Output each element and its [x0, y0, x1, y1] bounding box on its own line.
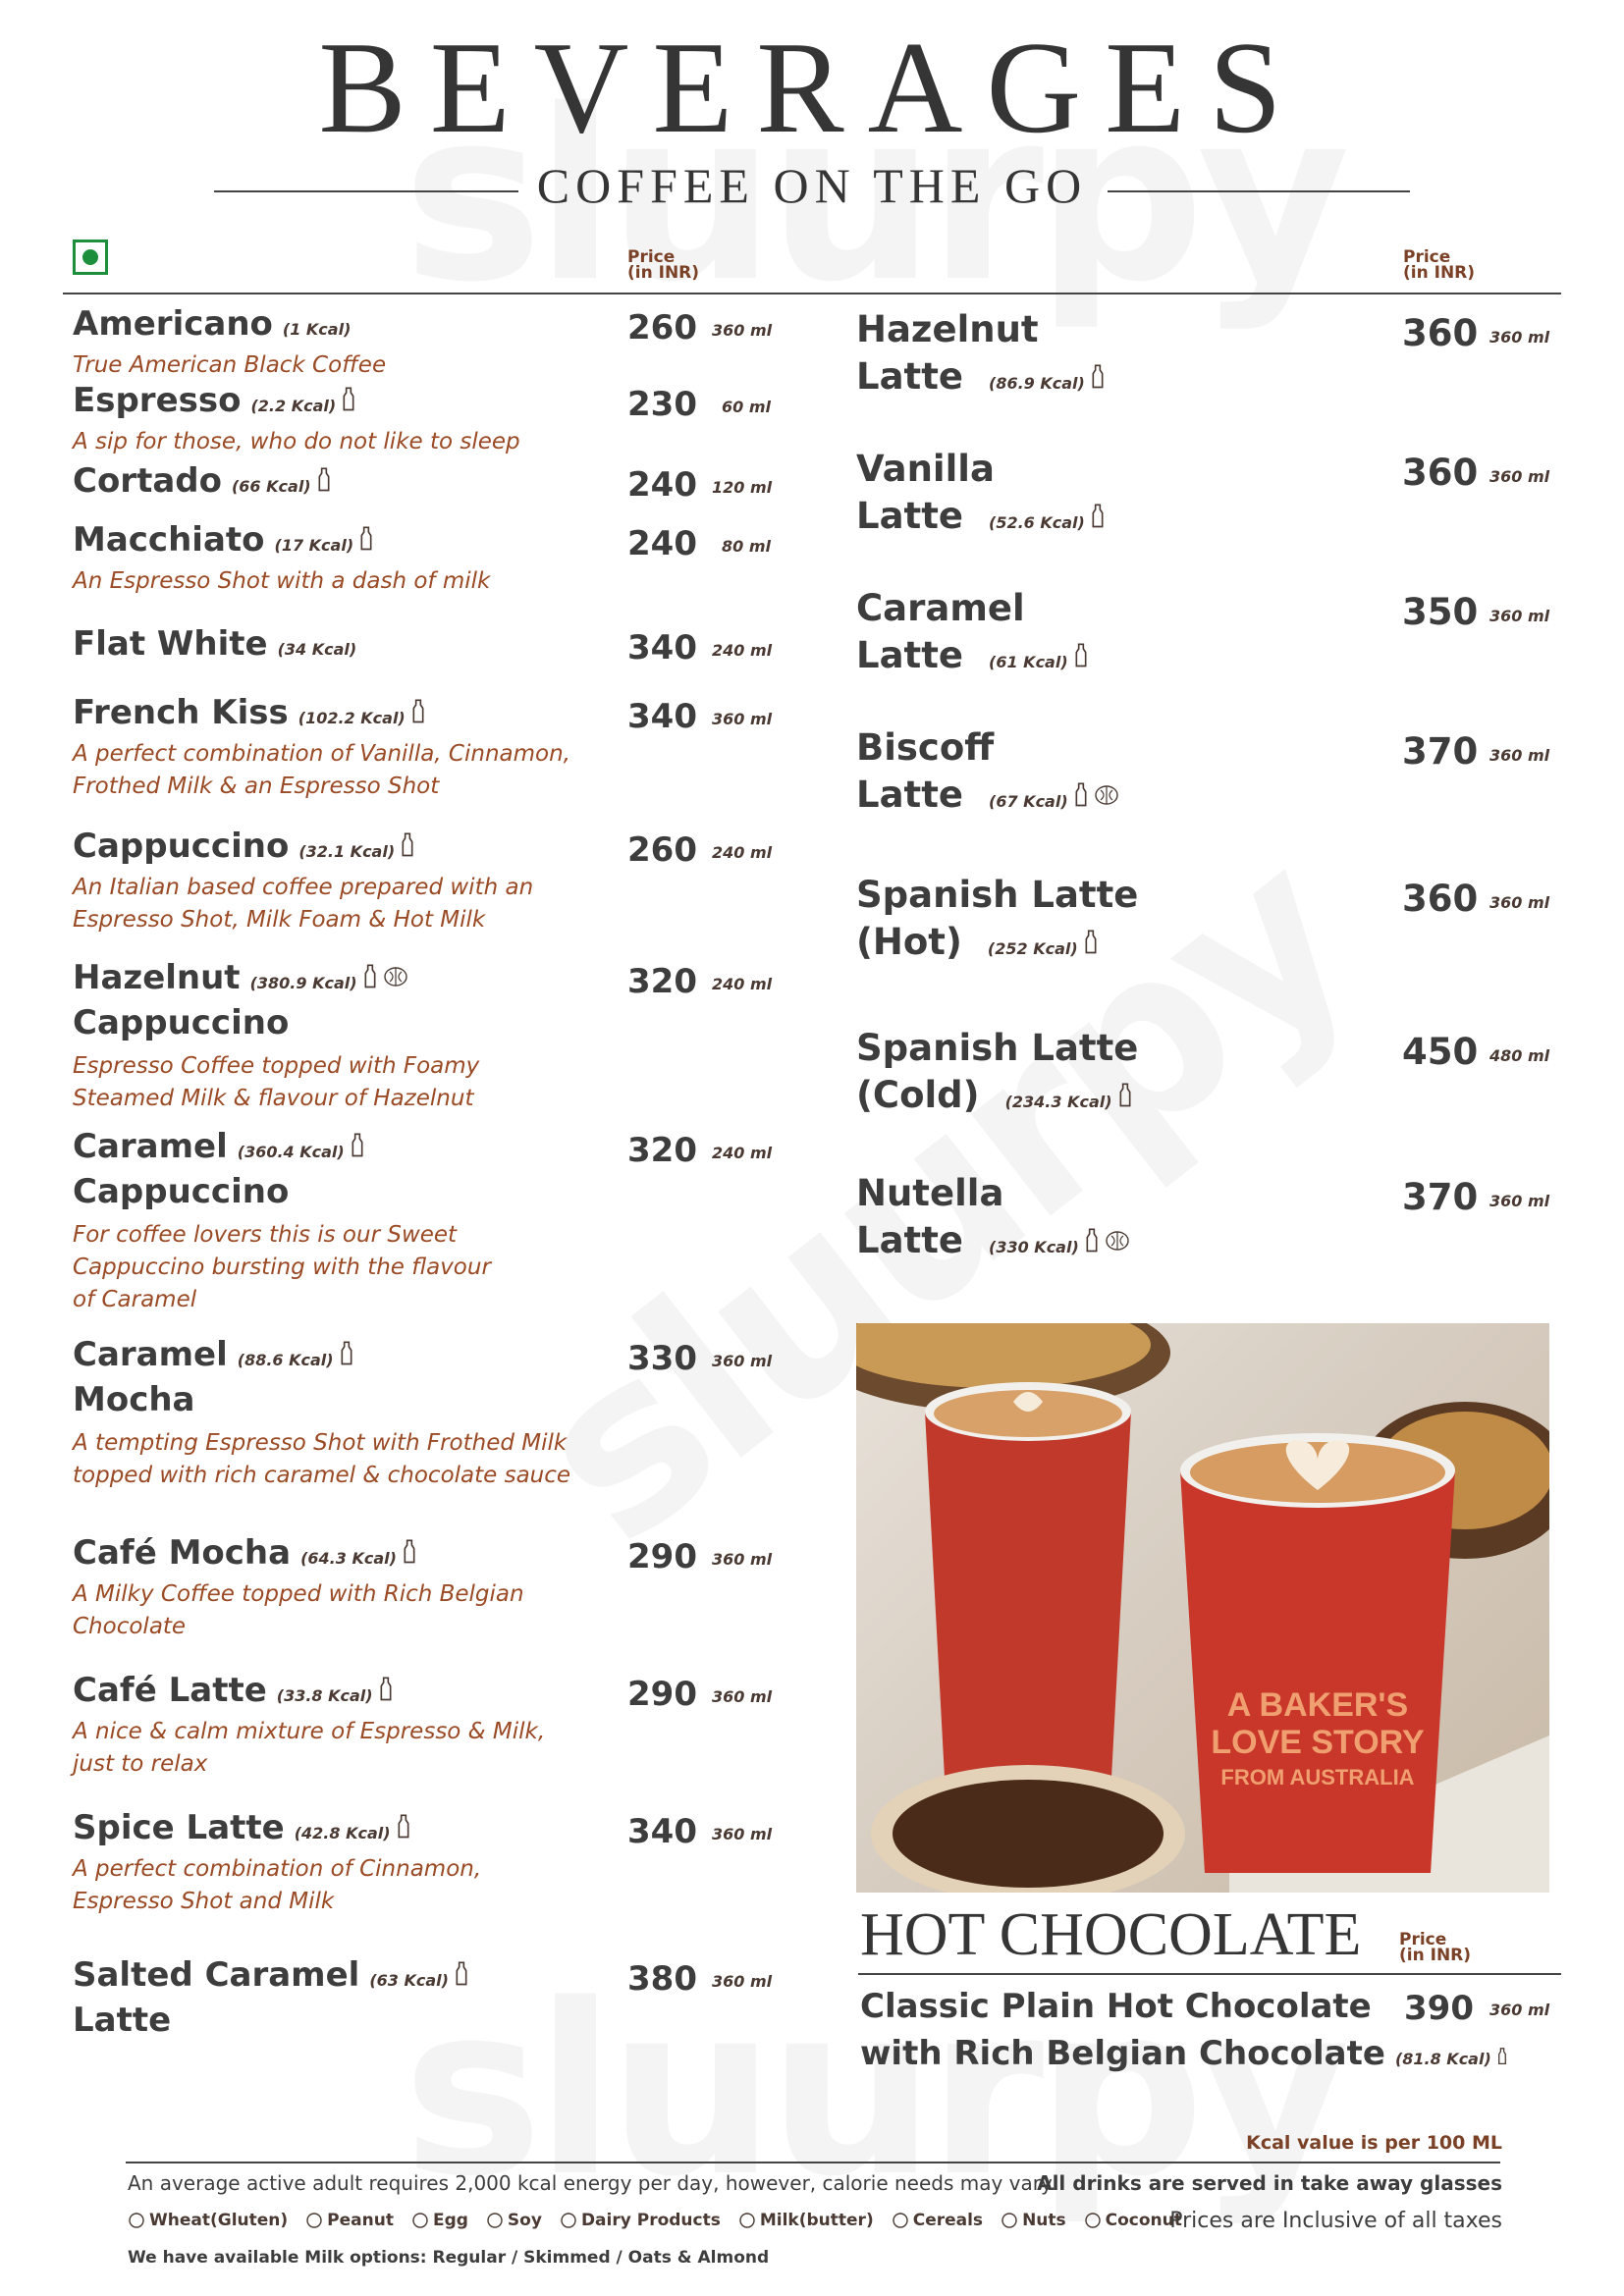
menu-item-name [73, 1335, 353, 1376]
milk-bottle-icon [1091, 356, 1105, 400]
item-title: Cortado [73, 461, 222, 501]
price: 320 [627, 1131, 697, 1170]
menu-item-description: of Caramel [73, 1287, 197, 1312]
menu-item-description: Cappuccino bursting with the flavour [73, 1255, 491, 1280]
price: 340 [627, 1812, 697, 1851]
price: 260 [627, 308, 697, 347]
menu-item-name-2: Cappuccino [73, 1003, 290, 1042]
menu-item-name [73, 827, 414, 868]
volume: 120 ml [712, 478, 773, 497]
milk-bottle-icon [340, 1336, 353, 1376]
menu-item-name [73, 520, 373, 561]
kcal-label: (34 Kcal) [277, 640, 357, 659]
legend-label: Wheat(Gluten) [149, 2211, 289, 2230]
price-header-right: Price (in INR) [1403, 247, 1476, 283]
price: 340 [627, 697, 697, 736]
volume: 360 ml [712, 1550, 773, 1569]
price: 330 [627, 1339, 697, 1378]
volume: 360 ml [1489, 893, 1550, 912]
menu-item-description: just to relax [73, 1751, 208, 1777]
milk-bottle-icon [1074, 774, 1088, 818]
volume: 240 ml [712, 975, 773, 993]
kcal-label: (81.8 Kcal) [1394, 2050, 1491, 2068]
veg-icon [73, 240, 108, 275]
price: 320 [627, 962, 697, 1001]
kcal-label: (330 Kcal) [989, 1238, 1079, 1256]
allergen-legend [128, 2211, 1200, 2230]
legend-item [892, 2211, 983, 2230]
item-title: Espresso [73, 381, 242, 420]
hot-chocolate-title: HOT CHOCOLATE [860, 1901, 1362, 1968]
item-subtitle: (Hot) [856, 921, 962, 963]
cup-brand-text: FROM AUSTRALIA [1220, 1765, 1415, 1789]
kcal-label: (67 Kcal) [989, 792, 1068, 811]
menu-item-description: Espresso Shot and Milk [73, 1889, 335, 1914]
legend-item [560, 2211, 721, 2230]
kcal-label: (64.3 Kcal) [300, 1549, 397, 1568]
item-title: Spice Latte [73, 1808, 285, 1847]
volume: 360 ml [712, 321, 773, 340]
item-title: Hazelnut [73, 958, 241, 997]
menu-item-description: An Espresso Shot with a dash of milk [73, 568, 491, 594]
milk-bottle-icon [1091, 496, 1105, 539]
menu-item-name [73, 381, 355, 422]
menu-item-name [73, 304, 351, 345]
takeaway-note: All drinks are served in take away glasses [1037, 2171, 1502, 2195]
menu-item-name-2 [856, 634, 1088, 679]
divider [858, 1973, 1561, 1975]
hot-chocolate-item-name: Classic Plain Hot Chocolate [860, 1987, 1372, 2026]
menu-item-name [73, 461, 331, 503]
volume: 240 ml [712, 843, 773, 862]
menu-item-description: Frothed Milk & an Espresso Shot [73, 774, 440, 799]
allergen-icon [560, 2211, 581, 2230]
kcal-label: (32.1 Kcal) [298, 842, 396, 861]
cup-brand-text: A BAKER'S [1226, 1686, 1409, 1724]
legend-label: Egg [432, 2211, 468, 2230]
legend-label: Nuts [1022, 2211, 1066, 2230]
volume: 360 ml [1489, 607, 1550, 625]
volume: 360 ml [712, 1352, 773, 1370]
divider [126, 2162, 1500, 2163]
price: 350 [1402, 591, 1479, 633]
kcal-label: (2.2 Kcal) [250, 397, 337, 415]
menu-item-description: True American Black Coffee [73, 352, 387, 378]
menu-item-name: Vanilla [856, 448, 995, 490]
milk-bottle-icon [342, 382, 355, 422]
milk-bottle-icon [1084, 922, 1098, 965]
milk-bottle-icon [403, 1534, 416, 1575]
menu-item-description: An Italian based coffee prepared with an [73, 875, 534, 900]
menu-item-name [73, 624, 356, 665]
milk-options-note: We have available Milk options: Regular / Skimmed / Oats & Almond [128, 2248, 770, 2268]
menu-item-name-2 [856, 495, 1105, 540]
menu-item-name-2 [856, 774, 1119, 819]
allergen-icon [411, 2211, 433, 2230]
milk-bottle-icon [455, 1956, 468, 1997]
item-subtitle: (Cold) [856, 1074, 980, 1116]
legend-item [128, 2211, 288, 2230]
menu-item-name [73, 1955, 468, 1997]
menu-item-name-2 [856, 355, 1105, 400]
price: 240 [627, 465, 697, 505]
menu-item-name [73, 958, 408, 999]
legend-item [411, 2211, 468, 2230]
price: 240 [627, 524, 697, 563]
volume: 480 ml [1489, 1046, 1550, 1065]
menu-item-description: A Milky Coffee topped with Rich Belgian [73, 1581, 524, 1607]
price: 230 [627, 385, 697, 424]
price: 380 [627, 1959, 697, 1999]
kcal-label: (17 Kcal) [274, 536, 354, 555]
volume: 360 ml [1489, 746, 1550, 765]
legend-label: Milk(butter) [759, 2211, 874, 2230]
kcal-label: (66 Kcal) [231, 477, 311, 496]
kcal-label: (63 Kcal) [369, 1971, 449, 1990]
item-title: Americano [73, 304, 273, 344]
item-subtitle: Latte [856, 774, 964, 816]
item-title: Flat White [73, 624, 268, 664]
volume: 360 ml [712, 710, 773, 728]
menu-item-description: Chocolate [73, 1614, 187, 1639]
item-title: Café Mocha [73, 1533, 292, 1573]
allergen-icon [1001, 2211, 1022, 2230]
volume: 360 ml [712, 1825, 773, 1843]
kcal-note: Kcal value is per 100 ML [1246, 2132, 1502, 2154]
milk-bottle-icon [363, 959, 377, 999]
kcal-label: (234.3 Kcal) [1004, 1093, 1112, 1111]
allergen-icon [738, 2211, 760, 2230]
milk-bottle-icon [379, 1672, 393, 1712]
milk-bottle-icon [401, 828, 414, 868]
price: 370 [1402, 1176, 1479, 1218]
energy-note: An average active adult requires 2,000 kcal energy per day, however, calorie needs may vary. [128, 2171, 1056, 2195]
item-title: Cappuccino [73, 827, 290, 866]
menu-item-description: A perfect combination of Vanilla, Cinnamon, [73, 741, 570, 767]
kcal-label: (102.2 Kcal) [298, 709, 406, 727]
nuts-icon [1105, 1220, 1130, 1263]
nuts-icon [1094, 774, 1119, 818]
allergen-icon [1084, 2211, 1106, 2230]
menu-item-name [73, 1533, 416, 1575]
milk-bottle-icon [1497, 2035, 1507, 2075]
item-title: Caramel [73, 1335, 228, 1374]
divider [63, 293, 1561, 294]
price: 370 [1402, 730, 1479, 773]
item-title: Macchiato [73, 520, 265, 560]
legend-item [305, 2211, 394, 2230]
item-subtitle: Latte [856, 634, 964, 676]
legend-label: Soy [507, 2211, 542, 2230]
menu-item-name-2 [856, 1219, 1130, 1264]
hot-chocolate-item-name-2: with Rich Belgian Chocolate (81.8 Kcal) [860, 2034, 1507, 2075]
legend-item [1084, 2211, 1182, 2230]
menu-item-name: Biscoff [856, 726, 995, 769]
divider [1108, 190, 1410, 192]
volume: 360 ml [1489, 2001, 1550, 2019]
menu-item-name: Hazelnut [856, 308, 1039, 350]
kcal-label: (252 Kcal) [987, 939, 1078, 958]
legend-item [486, 2211, 542, 2230]
menu-item-name-2: Mocha [73, 1380, 195, 1419]
menu-item-name-2: Latte [73, 2001, 172, 2040]
price: 360 [1402, 452, 1479, 494]
price: 360 [1402, 312, 1479, 354]
legend-label: Coconut [1105, 2211, 1182, 2230]
menu-item-name [73, 693, 425, 734]
menu-item-name: Spanish Latte [856, 1027, 1139, 1069]
menu-item-name [73, 1127, 364, 1168]
menu-item-description: Espresso Shot, Milk Foam & Hot Milk [73, 907, 486, 933]
item-title: Caramel [73, 1127, 228, 1166]
menu-item-description: A sip for those, who do not like to sleep [73, 429, 520, 454]
price: 290 [627, 1675, 697, 1714]
volume: 240 ml [712, 1144, 773, 1162]
allergen-icon [486, 2211, 508, 2230]
volume: 80 ml [722, 537, 771, 556]
menu-item-name [73, 1808, 410, 1849]
milk-bottle-icon [317, 462, 331, 503]
price: 390 [1404, 1989, 1474, 2028]
price: 360 [1402, 878, 1479, 920]
page-subtitle: COFFEE ON THE GO [536, 158, 1088, 213]
volume: 360 ml [1489, 467, 1550, 486]
menu-item-description: topped with rich caramel & chocolate sauce [73, 1463, 571, 1488]
kcal-label: (360.4 Kcal) [237, 1143, 345, 1161]
legend-item [1001, 2211, 1066, 2230]
menu-item-name: Nutella [856, 1172, 1004, 1214]
kcal-label: (61 Kcal) [989, 653, 1068, 671]
menu-item-name-2 [856, 1074, 1132, 1119]
allergen-icon [128, 2211, 149, 2230]
legend-label: Dairy Products [580, 2211, 721, 2230]
kcal-label: (86.9 Kcal) [989, 374, 1085, 393]
price: 450 [1402, 1031, 1479, 1073]
price-header-hot-chocolate: Price (in INR) [1399, 1930, 1472, 1965]
legend-label: Cereals [912, 2211, 984, 2230]
allergen-icon [892, 2211, 913, 2230]
coffee-photo [856, 1323, 1549, 1893]
kcal-label: (380.9 Kcal) [249, 974, 357, 992]
volume: 360 ml [712, 1687, 773, 1706]
taxes-note: Prices are Inclusive of all taxes [1169, 2209, 1502, 2233]
page-title: BEVERAGES [318, 15, 1306, 160]
cup-brand-text: LOVE STORY [1211, 1724, 1425, 1761]
menu-item-description: Steamed Milk & flavour of Hazelnut [73, 1086, 474, 1111]
kcal-label: (88.6 Kcal) [237, 1351, 334, 1369]
milk-bottle-icon [1085, 1220, 1099, 1263]
menu-item-name: Caramel [856, 587, 1025, 629]
menu-item-description: A tempting Espresso Shot with Frothed Milk [73, 1430, 568, 1456]
milk-bottle-icon [1118, 1075, 1132, 1118]
menu-item-name-2 [856, 921, 1098, 966]
volume: 360 ml [1489, 1192, 1550, 1210]
price-header-left: Price (in INR) [627, 247, 700, 283]
item-title: Café Latte [73, 1671, 267, 1710]
item-subtitle: Latte [856, 355, 964, 398]
nuts-icon [383, 959, 408, 999]
allergen-icon [305, 2211, 327, 2230]
kcal-label: (33.8 Kcal) [276, 1686, 373, 1705]
volume: 240 ml [712, 641, 773, 660]
price: 290 [627, 1537, 697, 1576]
menu-item-name-2: Cappuccino [73, 1172, 290, 1211]
menu-item-description: Espresso Coffee topped with Foamy [73, 1053, 480, 1079]
volume: 360 ml [712, 1972, 773, 1991]
menu-item-name [73, 1671, 393, 1712]
kcal-label: (1 Kcal) [282, 320, 352, 339]
price: 260 [627, 830, 697, 870]
menu-item-description: For coffee lovers this is our Sweet [73, 1222, 458, 1248]
legend-label: Peanut [327, 2211, 394, 2230]
kcal-label: (52.6 Kcal) [989, 513, 1085, 532]
volume: 360 ml [1489, 328, 1550, 347]
kcal-label: (42.8 Kcal) [294, 1824, 391, 1842]
item-title: French Kiss [73, 693, 289, 732]
milk-bottle-icon [359, 521, 373, 561]
item-subtitle: Latte [856, 495, 964, 537]
item-title: Salted Caramel [73, 1955, 360, 1995]
milk-bottle-icon [351, 1128, 364, 1168]
legend-item [738, 2211, 874, 2230]
price: 340 [627, 628, 697, 667]
milk-bottle-icon [411, 694, 425, 734]
milk-bottle-icon [397, 1809, 410, 1849]
item-subtitle: Latte [856, 1219, 964, 1261]
milk-bottle-icon [1074, 635, 1088, 678]
menu-item-description: A perfect combination of Cinnamon, [73, 1856, 482, 1882]
volume: 60 ml [722, 398, 771, 416]
menu-item-description: A nice & calm mixture of Espresso & Milk, [73, 1719, 546, 1744]
menu-item-name: Spanish Latte [856, 874, 1139, 916]
